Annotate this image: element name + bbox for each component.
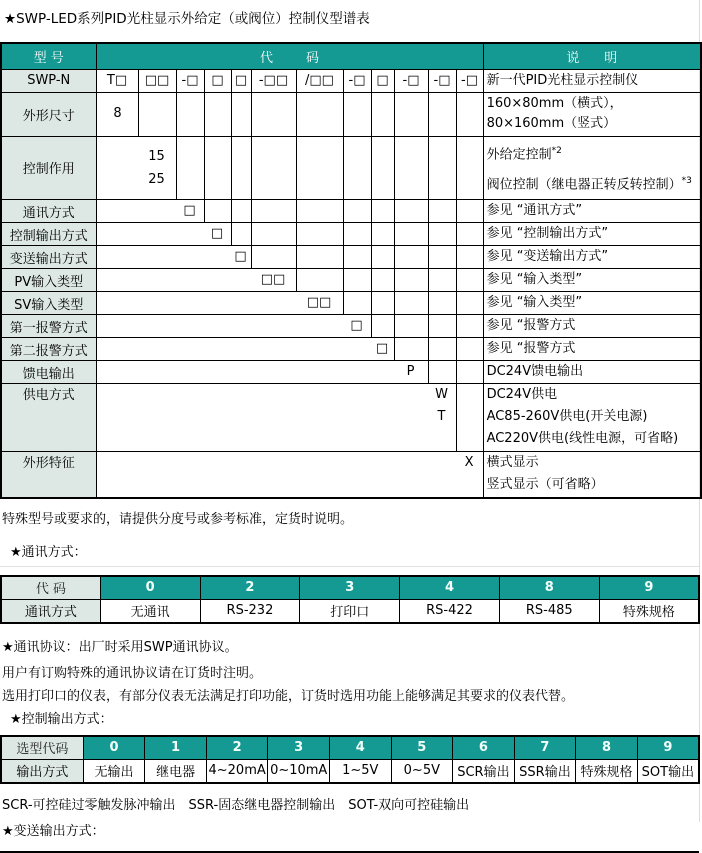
empty-code-cell <box>251 92 296 136</box>
empty-code-cell <box>456 92 483 136</box>
empty-code-cell <box>231 200 251 223</box>
code-cell: T□ <box>96 69 138 92</box>
empty-code-cell <box>371 269 394 292</box>
spec-row <box>1 246 701 269</box>
special-order-note: 特殊型号或要求的，请提供分度号或参考标准，定货时说明。 <box>2 512 354 528</box>
spec-row-label: 馈电输出 <box>1 361 96 384</box>
code-cell: □ <box>204 69 231 92</box>
empty-code-cell <box>296 269 343 292</box>
code-value-cell: □ <box>96 246 251 269</box>
code-value-cell: 15 25 <box>96 136 176 200</box>
code-cell: -□ <box>343 69 371 92</box>
empty-code-cell <box>456 136 483 200</box>
empty-code-cell <box>296 92 343 136</box>
empty-code-cell <box>456 338 483 361</box>
spec-row <box>1 292 701 315</box>
spec-row <box>1 136 701 200</box>
printer-note: 选用打印口的仪表，有部分仪表无法满足打印功能，订货时选用功能上能够满足其要求的仪表代替。 <box>2 689 575 705</box>
spec-row <box>1 452 701 499</box>
code-value-cell: □ <box>96 223 231 246</box>
spec-desc: DC24V供电 AC85-260V供电(开关电源) AC220V供电(线性电源，可省略) <box>483 384 701 452</box>
empty-code-cell <box>371 200 394 223</box>
empty-code-cell <box>251 200 296 223</box>
spec-desc: 160×80mm（横式）， 80×160mm（竖式） <box>483 92 701 136</box>
empty-code-cell <box>371 136 394 200</box>
spec-row-label: 第二报警方式 <box>1 338 96 361</box>
code-cell: □ <box>371 69 394 92</box>
empty-code-cell <box>343 246 371 269</box>
spec-desc: 参见 “输入类型” <box>483 269 701 292</box>
code-number: 1 <box>145 736 207 759</box>
empty-code-cell <box>394 92 428 136</box>
empty-code-cell <box>343 292 371 315</box>
comm-table-body <box>1 576 699 623</box>
spec-desc: DC24V馈电输出 <box>483 361 701 384</box>
empty-code-cell <box>428 361 456 384</box>
spec-desc: 外给定控制$^{*2}$ 阀位控制（继电器正转反转控制）$^{*3}$ <box>483 136 701 200</box>
empty-code-cell <box>343 92 371 136</box>
code-number: 9 <box>599 576 699 599</box>
empty-code-cell <box>176 92 204 136</box>
empty-code-cell <box>231 136 251 200</box>
empty-code-cell <box>138 92 176 136</box>
empty-code-cell <box>296 223 343 246</box>
spec-row-label: 外形特征 <box>1 452 96 499</box>
code-value-cell: 8 <box>96 92 138 136</box>
empty-code-cell <box>204 92 231 136</box>
spec-desc: 参见 “报警方式 <box>483 338 701 361</box>
empty-code-cell <box>428 292 456 315</box>
empty-code-cell <box>456 223 483 246</box>
code-number: 7 <box>514 736 576 759</box>
main-header-model: 型 号 <box>1 43 96 69</box>
spec-desc: 参见 “输入类型” <box>483 292 701 315</box>
code-value-cell: □ <box>96 338 394 361</box>
empty-code-cell <box>371 92 394 136</box>
code-cell: -□□ <box>251 69 296 92</box>
code-cell: -□ <box>176 69 204 92</box>
empty-code-cell <box>428 315 456 338</box>
spec-row-label: 通讯方式 <box>1 200 96 223</box>
spec-row-label: 第一报警方式 <box>1 315 96 338</box>
model-desc: 新一代PID光柱显示控制仪 <box>483 69 701 92</box>
spec-row <box>1 269 701 292</box>
empty-code-cell <box>394 315 428 338</box>
spec-row <box>1 92 701 136</box>
code-value-cell: W T <box>96 384 456 452</box>
comm-protocol-note-2: 用户有订购特殊的通讯协议请在订货时注明。 <box>2 666 263 682</box>
code-number: 5 <box>391 736 453 759</box>
empty-code-cell <box>428 136 456 200</box>
code-cell: /□□ <box>296 69 343 92</box>
empty-code-cell <box>456 200 483 223</box>
model-spec-table <box>0 42 702 499</box>
spec-row <box>1 338 701 361</box>
code-cell: □ <box>231 69 251 92</box>
code-number: 8 <box>576 736 638 759</box>
code-cell: -□ <box>456 69 483 92</box>
empty-code-cell <box>456 246 483 269</box>
spec-desc: 参见 “控制输出方式” <box>483 223 701 246</box>
main-header-code: 代 码 <box>96 43 483 69</box>
empty-code-cell <box>231 223 251 246</box>
code-value: RS-422 <box>400 599 500 623</box>
empty-code-cell <box>456 315 483 338</box>
spec-row-label: 供电方式 <box>1 384 96 452</box>
spec-desc: 参见 “报警方式 <box>483 315 701 338</box>
empty-code-cell <box>251 246 296 269</box>
output-section-heading: ★控制输出方式： <box>10 712 113 728</box>
empty-code-cell <box>428 223 456 246</box>
empty-code-cell <box>371 223 394 246</box>
empty-code-cell <box>428 246 456 269</box>
empty-code-cell <box>343 269 371 292</box>
spec-desc: 横式显示 竖式显示（可省略） <box>483 452 701 499</box>
code-row-label: 通讯方式 <box>1 599 100 623</box>
code-cell: □□ <box>138 69 176 92</box>
empty-code-cell <box>296 246 343 269</box>
empty-code-cell <box>251 136 296 200</box>
code-number: 4 <box>329 736 391 759</box>
code-value: SCR输出 <box>453 759 515 783</box>
code-value: 0~10mA <box>268 759 330 783</box>
spec-desc: 参见 “变送输出方式” <box>483 246 701 269</box>
code-value: 无通讯 <box>100 599 200 623</box>
empty-code-cell <box>428 200 456 223</box>
code-number: 9 <box>637 736 699 759</box>
comm-table <box>0 575 700 624</box>
spec-row-label: 外形尺寸 <box>1 92 96 136</box>
code-value: 无输出 <box>83 759 145 783</box>
empty-code-cell <box>456 292 483 315</box>
code-value-cell: P <box>96 361 428 384</box>
spec-row <box>1 315 701 338</box>
main-header-row <box>1 43 701 69</box>
empty-code-cell <box>456 361 483 384</box>
code-cell: -□ <box>428 69 456 92</box>
main-table-body <box>1 69 701 498</box>
code-value: 特殊规格 <box>599 599 699 623</box>
code-value-cell: □□ <box>96 269 296 292</box>
spec-row-label: SV输入类型 <box>1 292 96 315</box>
main-header-desc: 说 明 <box>483 43 701 69</box>
empty-code-cell <box>176 136 204 200</box>
code-value: 4~20mA <box>206 759 268 783</box>
code-number: 0 <box>100 576 200 599</box>
code-value: 继电器 <box>145 759 207 783</box>
code-value: 1~5V <box>329 759 391 783</box>
code-number: 6 <box>453 736 515 759</box>
empty-code-cell <box>394 223 428 246</box>
code-number: 2 <box>200 576 300 599</box>
empty-code-cell <box>296 136 343 200</box>
empty-code-cell <box>456 384 483 452</box>
empty-code-cell <box>394 246 428 269</box>
model-code-row <box>1 69 701 92</box>
empty-code-cell <box>343 223 371 246</box>
empty-code-cell <box>394 200 428 223</box>
code-value: 0~5V <box>391 759 453 783</box>
code-value-cell: X <box>96 452 483 499</box>
spec-row-label: 变送输出方式 <box>1 246 96 269</box>
code-value-cell: □□ <box>96 292 343 315</box>
empty-code-cell <box>371 292 394 315</box>
output-table <box>0 735 700 784</box>
code-value-row <box>1 759 699 783</box>
empty-code-cell <box>343 200 371 223</box>
code-value: 特殊规格 <box>576 759 638 783</box>
code-number: 4 <box>400 576 500 599</box>
code-number: 8 <box>499 576 599 599</box>
output-table-body <box>1 736 699 783</box>
comm-section-heading: ★通讯方式： <box>10 545 87 561</box>
code-header-row <box>1 576 699 599</box>
code-value: SOT输出 <box>637 759 699 783</box>
empty-code-cell <box>428 92 456 136</box>
spec-desc: 参见 “通讯方式” <box>483 200 701 223</box>
comm-protocol-note-1: ★通讯协议：出厂时采用SWP通讯协议。 <box>2 640 238 656</box>
code-value: 打印口 <box>300 599 400 623</box>
empty-code-cell <box>371 246 394 269</box>
empty-code-cell <box>251 223 296 246</box>
empty-code-cell <box>204 200 231 223</box>
empty-code-cell <box>428 269 456 292</box>
empty-code-cell <box>204 136 231 200</box>
code-number: 2 <box>206 736 268 759</box>
code-cell: -□ <box>394 69 428 92</box>
empty-code-cell <box>394 338 428 361</box>
spec-row <box>1 200 701 223</box>
spec-row <box>1 223 701 246</box>
code-number: 0 <box>83 736 145 759</box>
code-value-row <box>1 599 699 623</box>
code-value: RS-232 <box>200 599 300 623</box>
empty-code-cell <box>428 338 456 361</box>
transmit-section-heading: ★变送输出方式： <box>2 824 105 840</box>
code-value: SSR输出 <box>514 759 576 783</box>
code-row-label: 输出方式 <box>1 759 83 783</box>
spec-row <box>1 361 701 384</box>
empty-code-cell <box>394 292 428 315</box>
empty-code-cell <box>371 315 394 338</box>
empty-code-cell <box>231 92 251 136</box>
spec-row-label: PV输入类型 <box>1 269 96 292</box>
empty-code-cell <box>343 136 371 200</box>
code-value: RS-485 <box>499 599 599 623</box>
spec-row-label: 控制作用 <box>1 136 96 200</box>
code-number: 3 <box>268 736 330 759</box>
code-value-cell: □ <box>96 200 204 223</box>
empty-code-cell <box>394 269 428 292</box>
code-header-label: 代 码 <box>1 576 100 599</box>
empty-code-cell <box>456 269 483 292</box>
code-number: 3 <box>300 576 400 599</box>
output-abbrev-note: SCR-可控硅过零触发脉冲输出 SSR-固态继电器控制输出 SOT-双向可控硅输出 <box>2 798 470 814</box>
empty-code-cell <box>394 136 428 200</box>
code-header-label: 选型代码 <box>1 736 83 759</box>
code-value-cell: □ <box>96 315 371 338</box>
spec-row-label: 控制输出方式 <box>1 223 96 246</box>
empty-code-cell <box>296 200 343 223</box>
divider <box>0 566 699 567</box>
code-header-row <box>1 736 699 759</box>
model-name: SWP-N <box>1 69 96 92</box>
page-title: ★SWP-LED系列PID光柱显示外给定（或阀位）控制仪型谱表 <box>4 11 370 27</box>
spec-row <box>1 384 701 452</box>
